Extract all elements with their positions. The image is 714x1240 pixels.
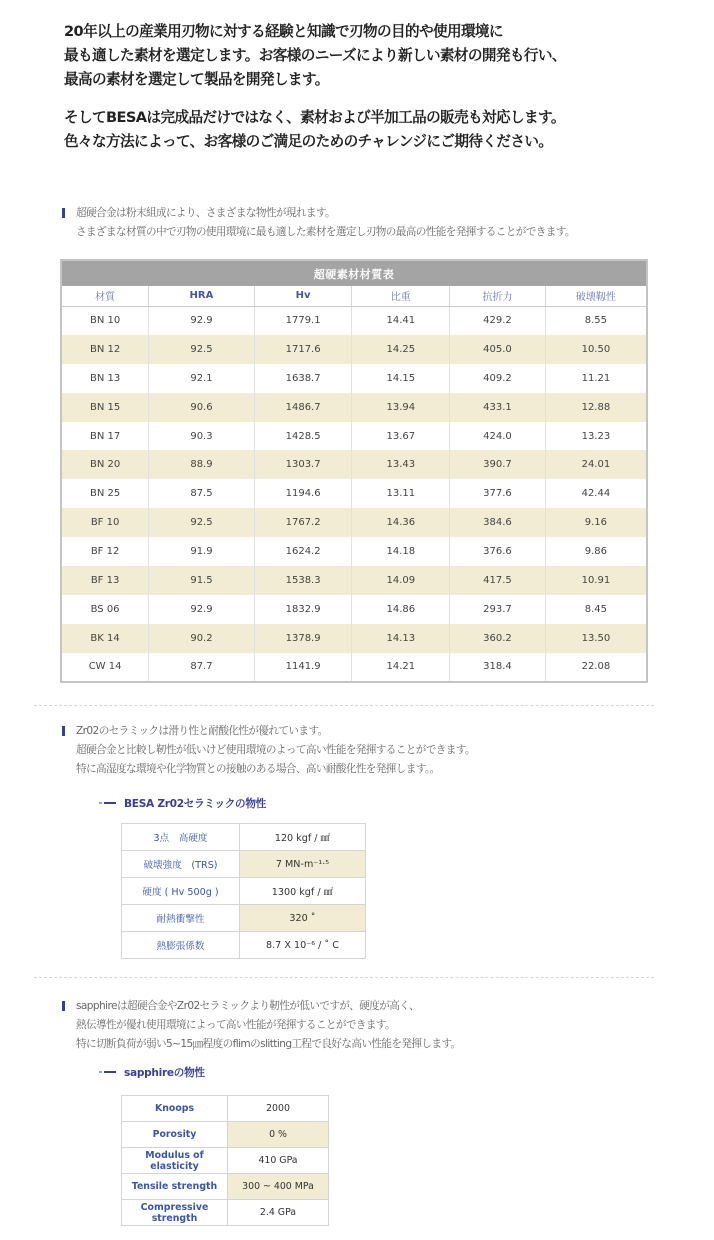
table-cell: 87.7 (149, 653, 255, 682)
table-cell: 13.11 (352, 479, 450, 508)
table-cell: 91.5 (149, 566, 255, 595)
table-cell: 42.44 (581, 488, 611, 500)
desc-line: さまざまな材質の中で刃物の使用環境に最も適した素材を選定し刃物の最高の性能を発揮することができます。 (76, 226, 575, 238)
column-header: HRA (149, 286, 255, 306)
table-cell: 10.91 (545, 566, 647, 595)
table-row (61, 566, 647, 595)
table-row (61, 306, 647, 335)
table-cell: 1624.2 (254, 537, 352, 566)
table-row (61, 422, 647, 451)
table-cell: 8.45 (584, 603, 608, 615)
table-cell: 405.0 (450, 335, 546, 364)
property-value-cell: 8.7 X 10⁻⁶ / ˚ C (240, 932, 366, 959)
dash-icon (104, 1071, 116, 1073)
table-cell: 1717.6 (254, 335, 352, 364)
property-value-cell: 300 ~ 400 MPa (228, 1174, 329, 1200)
table-cell: 90.3 (149, 422, 255, 451)
desc-line: sapphireは超硬合金やZr02セラミックより靭性が低いですが、硬度が高く、 (76, 1000, 420, 1012)
property-name-cell: Compressive strength (122, 1200, 228, 1226)
property-name-cell: 熱膨張係数 (122, 932, 240, 959)
table-cell: 1428.5 (254, 422, 352, 451)
sapphire-subtitle (104, 1065, 205, 1080)
intro-line: 最高の素材を選定して製品を開発します。 (64, 71, 329, 88)
table-cell: 14.09 (352, 566, 450, 595)
desc-line: 熱伝導性が優れ使用環境によって高い性能が発揮することができます。 (76, 1019, 395, 1031)
table-row (61, 508, 647, 537)
table-cell: 14.86 (352, 595, 450, 624)
table-cell: 377.6 (450, 479, 546, 508)
property-value-cell: 0 % (228, 1122, 329, 1148)
table-row (61, 364, 647, 393)
material-name-cell: BN 25 (61, 479, 149, 508)
table-cell: 409.2 (450, 364, 546, 393)
table-row (61, 653, 647, 682)
bullet-marker (62, 726, 65, 736)
table-cell: 87.5 (149, 479, 255, 508)
sapphire-property-table (121, 1095, 329, 1226)
table-cell: 22.08 (581, 661, 611, 673)
table-row (122, 905, 366, 932)
column-header: Hv (254, 286, 352, 306)
table-cell: 14.18 (352, 537, 450, 566)
material-name-cell: BN 12 (61, 335, 149, 364)
property-name-cell: 3点 高硬度 (122, 824, 240, 851)
property-name-cell: Knoops (122, 1096, 228, 1122)
material-name-cell: BF 13 (61, 566, 149, 595)
table-cell: 14.25 (352, 335, 450, 364)
property-name-cell: 耐熱衝撃性 (122, 905, 240, 932)
table-cell: 13.23 (581, 430, 611, 442)
table-cell: 13.94 (352, 393, 450, 422)
table-cell: 14.13 (352, 624, 450, 653)
dash-icon (104, 802, 116, 804)
carbide-material-table (60, 259, 648, 683)
table-cell: 1194.6 (254, 479, 352, 508)
desc-line: 特に切断負荷が弱い5~15㎛程度のflimのslitting工程で良好な高い性能を発揮します。 (76, 1038, 461, 1050)
table-cell: 1832.9 (254, 595, 352, 624)
material-name-cell: BN 17 (61, 422, 149, 451)
table-cell: 424.0 (450, 422, 546, 451)
material-name-cell: BS 06 (61, 595, 149, 624)
table-title: 超硬素材材質表 (61, 260, 647, 286)
table-cell: 360.2 (450, 624, 546, 653)
table-cell: 318.4 (450, 653, 546, 682)
table-cell: 92.1 (149, 364, 255, 393)
table-cell: 429.2 (450, 306, 546, 335)
table-row (61, 335, 647, 364)
table-cell: 14.36 (352, 508, 450, 537)
table-cell: 13.50 (545, 624, 647, 653)
zr-subtitle (104, 796, 266, 811)
bullet-marker (62, 1001, 65, 1011)
desc-line: 特に高湿度な環境や化学物質との接触のある場合、高い耐酸化性を発揮します。。 (76, 763, 440, 775)
property-value-cell: 2.4 GPa (228, 1200, 329, 1226)
property-name-cell: Tensile strength (122, 1174, 228, 1200)
table-cell: 92.5 (149, 335, 255, 364)
table-row (61, 537, 647, 566)
bullet-marker (62, 208, 65, 218)
table-cell: 88.9 (149, 450, 255, 479)
column-header: 材質 (61, 286, 149, 306)
property-value-cell: 2000 (228, 1096, 329, 1122)
intro-text (64, 20, 694, 154)
section-divider (34, 705, 654, 706)
table-cell: 9.16 (545, 508, 647, 537)
column-header: 抗折力 (450, 286, 546, 306)
table-cell: 14.15 (352, 364, 450, 393)
table-cell: 12.88 (545, 393, 647, 422)
table-cell: 13.67 (352, 422, 450, 451)
material-name-cell: CW 14 (61, 653, 149, 682)
table-cell: 14.21 (352, 653, 450, 682)
table-cell: 90.6 (149, 393, 255, 422)
table-cell: 433.1 (450, 393, 546, 422)
table-row (61, 595, 647, 624)
table-cell: 92.9 (149, 595, 255, 624)
table-row (122, 1122, 329, 1148)
sapphire-subtitle-text: sapphireの物性 (124, 1067, 205, 1079)
zr-description (64, 722, 664, 779)
zr-subtitle-text: BESA Zr02セラミックの物性 (124, 798, 266, 810)
table-row (122, 1200, 329, 1226)
intro-line: 色々な方法によって、お客様のご満足のためのチャレンジにご期待ください。 (64, 133, 553, 150)
table-row (122, 878, 366, 905)
table-row (122, 1148, 329, 1174)
table-cell: 1779.1 (254, 306, 352, 335)
table-cell: 376.6 (450, 537, 546, 566)
material-name-cell: BN 15 (61, 393, 149, 422)
material-name-cell: BN 13 (61, 364, 149, 393)
table-cell: 91.9 (149, 537, 255, 566)
column-header: 破壊靱性 (545, 286, 647, 306)
table-row (122, 932, 366, 959)
material-name-cell: BN 10 (61, 306, 149, 335)
table-cell: 1767.2 (254, 508, 352, 537)
table-cell: 1486.7 (254, 393, 352, 422)
table-row (61, 624, 647, 653)
table-cell: 8.55 (584, 315, 608, 327)
table-cell: 10.50 (545, 335, 647, 364)
property-value-cell: 410 GPa (228, 1148, 329, 1174)
property-name-cell: Modulus of elasticity (122, 1148, 228, 1174)
table-row (61, 450, 647, 479)
property-value-cell: 7 MN-m⁻¹·⁵ (240, 851, 366, 878)
table-cell: 14.41 (352, 306, 450, 335)
table-cell: 390.7 (450, 450, 546, 479)
intro-line: 最も適した素材を選定します。お客様のニーズにより新しい素材の開発も行い、 (64, 47, 566, 64)
property-value-cell: 120 kgf / ㎟ (240, 824, 366, 851)
table-row (122, 1096, 329, 1122)
material-name-cell: BF 12 (61, 537, 149, 566)
intro-line: そしてBESAは完成品だけではなく、素材および半加工品の販売も対応します。 (64, 109, 565, 126)
sapphire-description (64, 997, 664, 1054)
material-name-cell: BK 14 (61, 624, 149, 653)
table-cell: 1538.3 (254, 566, 352, 595)
table-row (122, 824, 366, 851)
property-name-cell: 硬度 ( Hv 500g ) (122, 878, 240, 905)
property-value-cell: 1300 kgf / ㎟ (240, 878, 366, 905)
desc-line: 超硬合金と比較し靭性が低いけど使用環境のよって高い性能を発揮することができます。 (76, 744, 475, 756)
table-cell: 92.9 (149, 306, 255, 335)
table-cell: 1141.9 (254, 653, 352, 682)
table-cell: 384.6 (450, 508, 546, 537)
table-cell: 1638.7 (254, 364, 352, 393)
material-name-cell: BF 10 (61, 508, 149, 537)
desc-line: 超硬合金は粉末組成により、さまざまな物性が現れます。 (76, 207, 335, 219)
table-cell: 1303.7 (254, 450, 352, 479)
table-cell: 9.86 (584, 546, 608, 558)
table-cell: 90.2 (149, 624, 255, 653)
carbide-description (64, 204, 664, 242)
section-divider (34, 977, 654, 978)
zr-property-table (121, 823, 366, 959)
table-row (122, 1174, 329, 1200)
table-cell: 417.5 (450, 566, 546, 595)
desc-line: Zr02のセラミックは滑り性と耐酸化性が優れています。 (76, 725, 328, 737)
intro-line: 20年以上の産業用刃物に対する経験と知識で刃物の目的や使用環境に (64, 23, 503, 40)
table-cell: 24.01 (545, 450, 647, 479)
table-row (122, 851, 366, 878)
table-row (61, 479, 647, 508)
table-cell: 11.21 (581, 372, 611, 384)
column-header: 比重 (352, 286, 450, 306)
table-cell: 92.5 (149, 508, 255, 537)
table-cell: 1378.9 (254, 624, 352, 653)
property-name-cell: 破壊強度 (TRS) (122, 851, 240, 878)
table-cell: 293.7 (450, 595, 546, 624)
table-row (61, 393, 647, 422)
material-name-cell: BN 20 (61, 450, 149, 479)
table-cell: 13.43 (352, 450, 450, 479)
property-name-cell: Porosity (122, 1122, 228, 1148)
property-value-cell: 320 ˚ (240, 905, 366, 932)
